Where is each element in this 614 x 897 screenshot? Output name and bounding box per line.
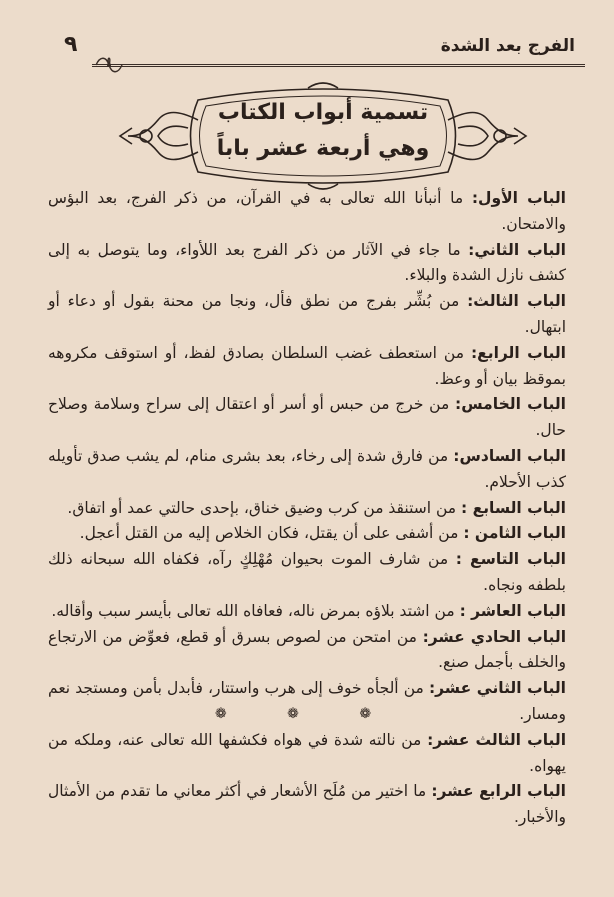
chapter-label: الباب الثالث: (467, 292, 566, 311)
chapter-text: من خرج من حبس أو أسر أو اعتقال إلى سراح وسلامة وصلاح حال. (48, 395, 566, 440)
running-head (60, 34, 585, 74)
chapter-title-frame (118, 80, 528, 192)
chapter-label: الباب العاشر : (459, 601, 566, 620)
chapter-item (48, 289, 566, 341)
chapter-item (48, 521, 566, 547)
chapter-item (48, 547, 566, 599)
section-title: تسمية أبواب الكتاب (217, 100, 429, 125)
chapter-label: الباب التاسع : (455, 550, 566, 569)
chapter-text: ما جاء في الآثار من ذكر الفرج بعد اللأواء، وما يتوصل به إلى كشف نازل الشدة والبلاء. (48, 240, 566, 285)
chapter-item (48, 341, 566, 393)
chapter-text: من أشفى على أن يقتل، فكان الخلاص إليه من القتل أعجل. (79, 524, 459, 543)
chapter-text: من شارف الموت بحيوان مُهْلِكٍ رآه، فكفاه الله سبحانه ذلك بلطفه ونجاه. (48, 550, 566, 594)
chapter-label: الباب الثالث عشر: (427, 730, 567, 749)
chapter-text: ما أنبأنا الله تعالى به في القرآن، من ذكر الفرج، بعد البؤس والامتحان. (48, 189, 566, 233)
chapter-label: الباب الخامس: (455, 395, 566, 414)
chapter-label: الباب الثاني: (468, 240, 566, 259)
chapter-text: من فارق شدة إلى رخاء، بعد بشرى منام، لم يشب صدق تأويله كذب الأحلام. (48, 446, 566, 491)
chapter-item (48, 779, 566, 831)
chapter-text: من بُشِّر بفرج من نطق فأل، ونجا من محنة بقول أو دعاء أو ابتهال. (48, 292, 566, 336)
chapter-label: الباب السادس: (453, 446, 566, 465)
chapter-text: من استنقذ من كرب وضيق خناق، بإحدى حالتي عمد أو اتفاق. (67, 498, 457, 517)
chapter-label: الباب الأول: (471, 189, 566, 207)
chapter-item (48, 599, 566, 625)
chapter-text: من ألجأه خوف إلى هرب واستتار، فأبدل بأمن ومستجد نعم ومسار. (48, 679, 566, 723)
chapter-text: من اشتد بلاؤه بمرض ناله، فعافاه الله تعالى بأيسر سبب وأقاله. (51, 601, 455, 620)
chapter-label: الباب الرابع عشر: (431, 782, 566, 801)
chapter-item (48, 238, 566, 290)
header-rule (92, 64, 585, 67)
section-subtitle: وهي أربعة عشر باباً (216, 136, 430, 161)
section-separator: ❁ ❁ ❁ (214, 706, 400, 722)
chapter-item (48, 392, 566, 444)
chapter-item (48, 496, 566, 522)
chapter-label: الباب الثامن : (463, 524, 566, 543)
page-number: ٩ (64, 32, 78, 57)
chapter-item (48, 625, 566, 677)
chapter-text: من امتحن من لصوص بسرق أو قطع، فعوِّض من الارتجاع والخلف بأجمل صنع. (48, 627, 566, 672)
chapter-text: من استعطف غضب السلطان بصادق لفظ، أو استوقف مكروهه بموقظ بيان أو وعظ. (48, 343, 566, 388)
book-title: الفرج بعد الشدة (440, 36, 575, 56)
chapter-item (48, 728, 566, 780)
chapter-list (48, 186, 566, 831)
chapter-label: الباب السابع : (461, 498, 566, 517)
chapter-item (48, 444, 566, 496)
chapter-text: ما اختير من مُلَح الأشعار في أكثر معاني ما تقدم من الأمثال والأخبار. (48, 782, 566, 827)
chapter-item (48, 186, 566, 238)
chapter-label: الباب الحادي عشر: (422, 627, 567, 646)
chapter-label: الباب الثاني عشر: (428, 679, 566, 698)
chapter-label: الباب الرابع: (470, 343, 566, 362)
chapter-text: من نالته شدة في هواه فكشفها الله تعالى عنه، وملكه من يهواه. (48, 730, 566, 775)
